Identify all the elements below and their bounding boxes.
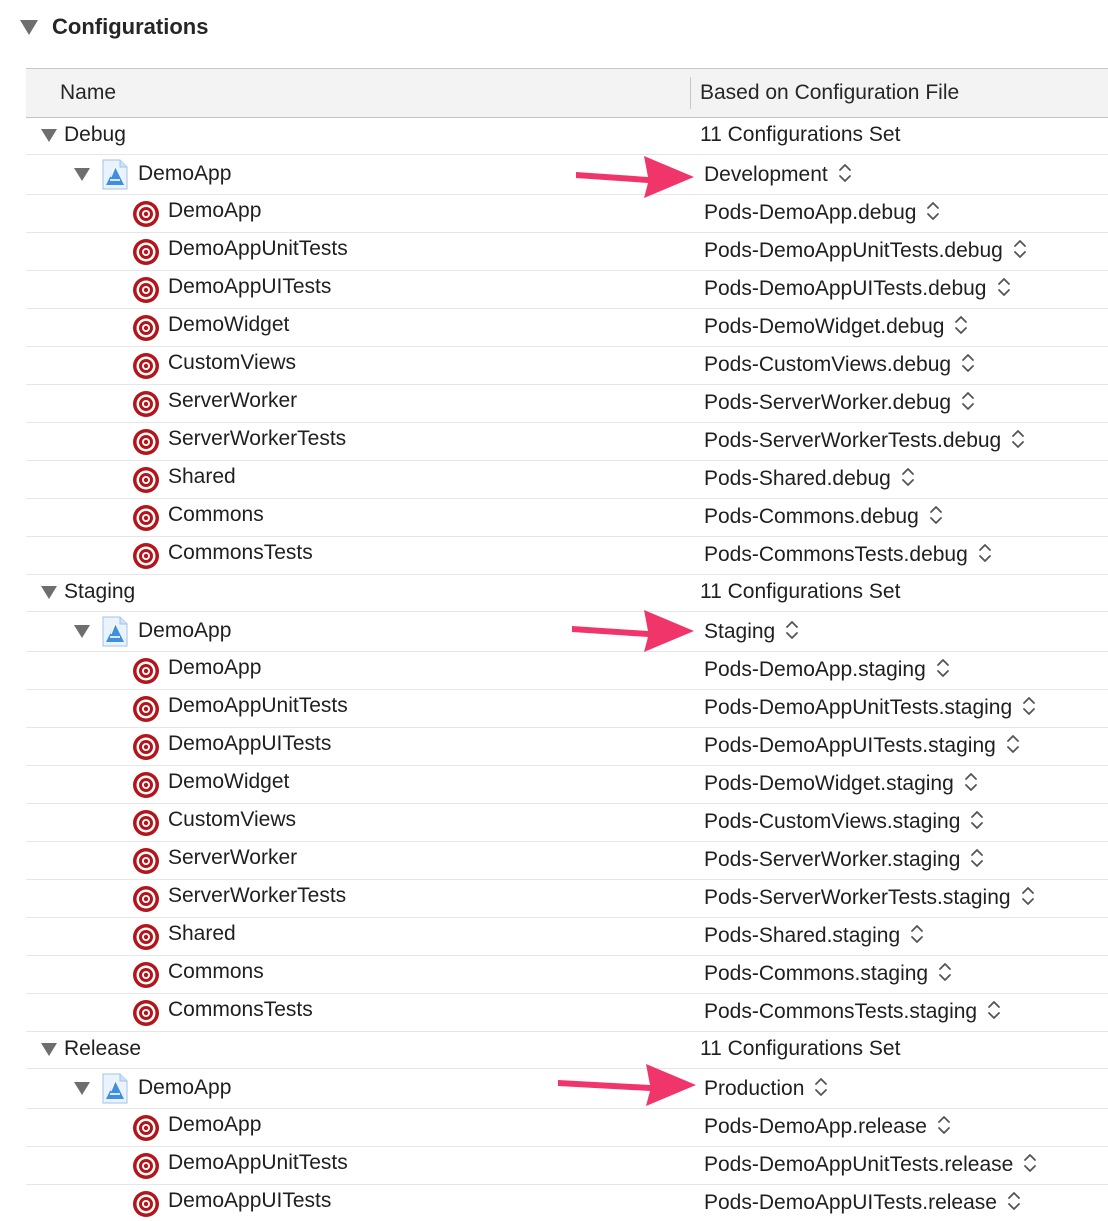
arrow-shape bbox=[572, 610, 694, 652]
target-name: CommonsTests bbox=[168, 998, 313, 1021]
target-row[interactable] bbox=[26, 1185, 1108, 1221]
disclosure-triangle-icon[interactable] bbox=[41, 129, 57, 142]
disclosure-triangle-icon[interactable] bbox=[74, 168, 90, 181]
target-icon bbox=[132, 1190, 160, 1218]
configuration-file-value: Pods-CommonsTests.debug bbox=[704, 543, 968, 566]
configuration-file-popup[interactable] bbox=[704, 239, 1027, 263]
popup-stepper-icon[interactable] bbox=[997, 276, 1011, 298]
target-row[interactable] bbox=[26, 537, 1108, 575]
target-icon bbox=[132, 504, 160, 532]
configuration-file-popup[interactable] bbox=[704, 505, 943, 529]
configuration-file-value: Pods-DemoApp.staging bbox=[704, 658, 926, 681]
configuration-file-popup[interactable] bbox=[704, 848, 984, 872]
configuration-file-popup[interactable] bbox=[704, 391, 975, 415]
annotation-arrow-icon bbox=[570, 604, 696, 664]
popup-stepper-icon[interactable] bbox=[926, 200, 940, 222]
popup-stepper-icon[interactable] bbox=[838, 162, 852, 184]
target-name: DemoApp bbox=[168, 1113, 262, 1136]
popup-stepper-icon[interactable] bbox=[1021, 885, 1035, 907]
popup-stepper-icon[interactable] bbox=[970, 847, 984, 869]
project-row[interactable] bbox=[26, 612, 1108, 652]
target-name: ServerWorkerTests bbox=[168, 427, 347, 450]
configuration-file-popup[interactable] bbox=[704, 734, 1020, 758]
target-row[interactable] bbox=[26, 652, 1108, 690]
target-row[interactable] bbox=[26, 499, 1108, 537]
target-icon bbox=[132, 771, 160, 799]
configuration-file-value: Pods-DemoWidget.staging bbox=[704, 772, 954, 795]
configuration-file-popup[interactable] bbox=[704, 924, 924, 948]
configuration-file-value: Pods-Commons.staging bbox=[704, 962, 929, 985]
popup-stepper-icon[interactable] bbox=[954, 314, 968, 336]
configuration-file-value: Pods-ServerWorkerTests.staging bbox=[704, 886, 1011, 909]
target-name: DemoAppUITests bbox=[168, 732, 332, 755]
configuration-file-popup[interactable] bbox=[704, 1077, 828, 1101]
project-name: DemoApp bbox=[138, 1076, 232, 1099]
target-row[interactable] bbox=[26, 842, 1108, 880]
target-name: DemoApp bbox=[168, 656, 262, 679]
configurations-count: 11 Configurations Set bbox=[700, 580, 901, 603]
configuration-file-popup[interactable] bbox=[704, 543, 992, 567]
popup-stepper-icon[interactable] bbox=[937, 1114, 951, 1136]
target-name: Shared bbox=[168, 922, 236, 945]
target-row[interactable] bbox=[26, 766, 1108, 804]
popup-stepper-icon[interactable] bbox=[1022, 695, 1036, 717]
configuration-file-value: Pods-Commons.debug bbox=[704, 505, 919, 528]
configuration-file-value: Pods-DemoApp.release bbox=[704, 1115, 927, 1138]
arrow-shape bbox=[576, 156, 694, 198]
target-name: DemoWidget bbox=[168, 770, 290, 793]
target-icon bbox=[132, 428, 160, 456]
project-name: DemoApp bbox=[138, 162, 232, 185]
target-icon bbox=[132, 961, 160, 989]
popup-stepper-icon[interactable] bbox=[1007, 1190, 1021, 1212]
configuration-file-value: Pods-CustomViews.staging bbox=[704, 810, 961, 833]
target-row[interactable] bbox=[26, 690, 1108, 728]
disclosure-triangle-icon[interactable] bbox=[41, 1043, 57, 1056]
target-icon bbox=[132, 390, 160, 418]
popup-stepper-icon[interactable] bbox=[1011, 428, 1025, 450]
target-icon bbox=[132, 200, 160, 228]
target-name: ServerWorkerTests bbox=[168, 884, 347, 907]
popup-stepper-icon[interactable] bbox=[978, 542, 992, 564]
target-row[interactable] bbox=[26, 1147, 1108, 1185]
target-icon bbox=[132, 695, 160, 723]
configuration-file-popup[interactable] bbox=[704, 1000, 1001, 1024]
target-icon bbox=[132, 809, 160, 837]
popup-stepper-icon[interactable] bbox=[910, 923, 924, 945]
configuration-file-popup[interactable] bbox=[704, 810, 984, 834]
xcode-project-icon bbox=[102, 159, 128, 190]
configuration-file-popup[interactable] bbox=[704, 163, 852, 187]
configuration-name: Debug bbox=[64, 123, 126, 146]
popup-stepper-icon[interactable] bbox=[964, 771, 978, 793]
configurations-table bbox=[26, 68, 1108, 1221]
configuration-file-popup[interactable] bbox=[704, 620, 799, 644]
popup-stepper-icon[interactable] bbox=[987, 999, 1001, 1021]
configurations-count: 11 Configurations Set bbox=[700, 123, 901, 146]
target-row[interactable] bbox=[26, 347, 1108, 385]
target-name: Commons bbox=[168, 503, 264, 526]
popup-stepper-icon[interactable] bbox=[929, 504, 943, 526]
configuration-file-value: Pods-Shared.debug bbox=[704, 467, 891, 490]
target-row[interactable] bbox=[26, 918, 1108, 956]
column-separator[interactable] bbox=[690, 77, 691, 109]
popup-stepper-icon[interactable] bbox=[1013, 238, 1027, 260]
configuration-file-value: Pods-DemoAppUITests.release bbox=[704, 1191, 997, 1214]
configuration-file-value: Production bbox=[704, 1077, 805, 1100]
target-row[interactable] bbox=[26, 880, 1108, 918]
target-icon bbox=[132, 314, 160, 342]
target-row[interactable] bbox=[26, 461, 1108, 499]
configuration-file-popup[interactable] bbox=[704, 772, 978, 796]
target-row[interactable] bbox=[26, 385, 1108, 423]
configurations-count: 11 Configurations Set bbox=[700, 1037, 901, 1060]
target-name: DemoAppUnitTests bbox=[168, 694, 348, 717]
target-icon bbox=[132, 238, 160, 266]
configuration-file-value: Pods-CommonsTests.staging bbox=[704, 1000, 978, 1023]
target-name: DemoAppUnitTests bbox=[168, 1151, 348, 1174]
target-icon bbox=[132, 276, 160, 304]
target-icon bbox=[132, 1152, 160, 1180]
target-name: ServerWorker bbox=[168, 389, 298, 412]
configuration-file-popup[interactable] bbox=[704, 353, 975, 377]
target-name: DemoAppUITests bbox=[168, 275, 332, 298]
configuration-file-value: Pods-ServerWorker.debug bbox=[704, 391, 952, 414]
target-name: Shared bbox=[168, 465, 236, 488]
configuration-row[interactable] bbox=[26, 575, 1108, 612]
target-name: DemoApp bbox=[168, 199, 262, 222]
configuration-file-popup[interactable] bbox=[704, 696, 1036, 720]
configuration-file-popup[interactable] bbox=[704, 1153, 1037, 1177]
configuration-file-value: Pods-DemoAppUITests.staging bbox=[704, 734, 996, 757]
target-row[interactable] bbox=[26, 728, 1108, 766]
configuration-file-value: Pods-CustomViews.debug bbox=[704, 353, 952, 376]
disclosure-triangle-icon[interactable] bbox=[20, 20, 38, 35]
target-name: Commons bbox=[168, 960, 264, 983]
target-icon bbox=[132, 352, 160, 380]
configuration-file-popup[interactable] bbox=[704, 886, 1035, 910]
xcode-project-icon bbox=[102, 1073, 128, 1104]
target-name: CustomViews bbox=[168, 808, 296, 831]
xcode-project-icon bbox=[102, 616, 128, 647]
configuration-file-value: Pods-DemoAppUnitTests.release bbox=[704, 1153, 1014, 1176]
target-name: ServerWorker bbox=[168, 846, 298, 869]
target-name: CommonsTests bbox=[168, 541, 313, 564]
target-row[interactable] bbox=[26, 233, 1108, 271]
popup-stepper-icon[interactable] bbox=[1023, 1152, 1037, 1174]
project-name: DemoApp bbox=[138, 619, 232, 642]
popup-stepper-icon[interactable] bbox=[961, 390, 975, 412]
target-name: CustomViews bbox=[168, 351, 296, 374]
arrow-shape bbox=[558, 1064, 696, 1106]
target-icon bbox=[132, 1114, 160, 1142]
configuration-file-popup[interactable] bbox=[704, 315, 968, 339]
project-row[interactable] bbox=[26, 155, 1108, 195]
popup-stepper-icon[interactable] bbox=[936, 657, 950, 679]
target-icon bbox=[132, 733, 160, 761]
configuration-file-value: Pods-ServerWorkerTests.debug bbox=[704, 429, 1002, 452]
configuration-file-popup[interactable] bbox=[704, 1191, 1021, 1215]
disclosure-triangle-icon[interactable] bbox=[74, 625, 90, 638]
configuration-file-value: Pods-DemoAppUITests.debug bbox=[704, 277, 987, 300]
target-icon bbox=[132, 885, 160, 913]
configuration-file-value: Pods-Shared.staging bbox=[704, 924, 901, 947]
target-row[interactable] bbox=[26, 804, 1108, 842]
popup-stepper-icon[interactable] bbox=[961, 352, 975, 374]
target-row[interactable] bbox=[26, 195, 1108, 233]
popup-stepper-icon[interactable] bbox=[970, 809, 984, 831]
disclosure-triangle-icon[interactable] bbox=[41, 586, 57, 599]
configuration-file-popup[interactable] bbox=[704, 429, 1025, 453]
popup-stepper-icon[interactable] bbox=[1006, 733, 1020, 755]
target-name: DemoAppUnitTests bbox=[168, 237, 348, 260]
configuration-name: Staging bbox=[64, 580, 136, 603]
annotation-arrow-icon bbox=[556, 1058, 698, 1118]
target-row[interactable] bbox=[26, 994, 1108, 1032]
configuration-file-popup[interactable] bbox=[704, 658, 950, 682]
configuration-name: Release bbox=[64, 1037, 142, 1060]
section-title: Configurations bbox=[52, 14, 209, 39]
popup-stepper-icon[interactable] bbox=[901, 466, 915, 488]
configuration-file-value: Pods-DemoAppUnitTests.debug bbox=[704, 239, 1003, 262]
popup-stepper-icon[interactable] bbox=[814, 1076, 828, 1098]
target-icon bbox=[132, 923, 160, 951]
configuration-file-popup[interactable] bbox=[704, 962, 952, 986]
configuration-file-popup[interactable] bbox=[704, 1115, 951, 1139]
target-icon bbox=[132, 657, 160, 685]
configuration-file-value: Pods-DemoWidget.debug bbox=[704, 315, 945, 338]
configuration-file-popup[interactable] bbox=[704, 201, 940, 225]
target-icon bbox=[132, 999, 160, 1027]
configurations-section-header[interactable] bbox=[0, 0, 1108, 56]
target-icon bbox=[132, 542, 160, 570]
target-row[interactable] bbox=[26, 423, 1108, 461]
configuration-file-value: Pods-ServerWorker.staging bbox=[704, 848, 961, 871]
configuration-file-popup[interactable] bbox=[704, 277, 1011, 301]
table-body bbox=[26, 118, 1108, 1221]
target-name: DemoAppUITests bbox=[168, 1189, 332, 1212]
column-header-name[interactable]: Name bbox=[60, 81, 117, 104]
target-row[interactable] bbox=[26, 956, 1108, 994]
target-row[interactable] bbox=[26, 309, 1108, 347]
configuration-file-value: Development bbox=[704, 163, 828, 186]
configuration-file-value: Pods-DemoAppUnitTests.staging bbox=[704, 696, 1013, 719]
configuration-file-value: Pods-DemoApp.debug bbox=[704, 201, 917, 224]
column-header-configuration-file[interactable]: Based on Configuration File bbox=[700, 81, 960, 104]
table-header bbox=[26, 69, 1108, 118]
target-icon bbox=[132, 847, 160, 875]
disclosure-triangle-icon[interactable] bbox=[74, 1082, 90, 1095]
popup-stepper-icon[interactable] bbox=[938, 961, 952, 983]
configuration-file-value: Staging bbox=[704, 620, 776, 643]
popup-stepper-icon[interactable] bbox=[785, 619, 799, 641]
configuration-row[interactable] bbox=[26, 118, 1108, 155]
target-icon bbox=[132, 466, 160, 494]
target-name: DemoWidget bbox=[168, 313, 290, 336]
annotation-arrow-icon bbox=[574, 150, 696, 210]
target-row[interactable] bbox=[26, 271, 1108, 309]
configuration-file-popup[interactable] bbox=[704, 467, 915, 491]
